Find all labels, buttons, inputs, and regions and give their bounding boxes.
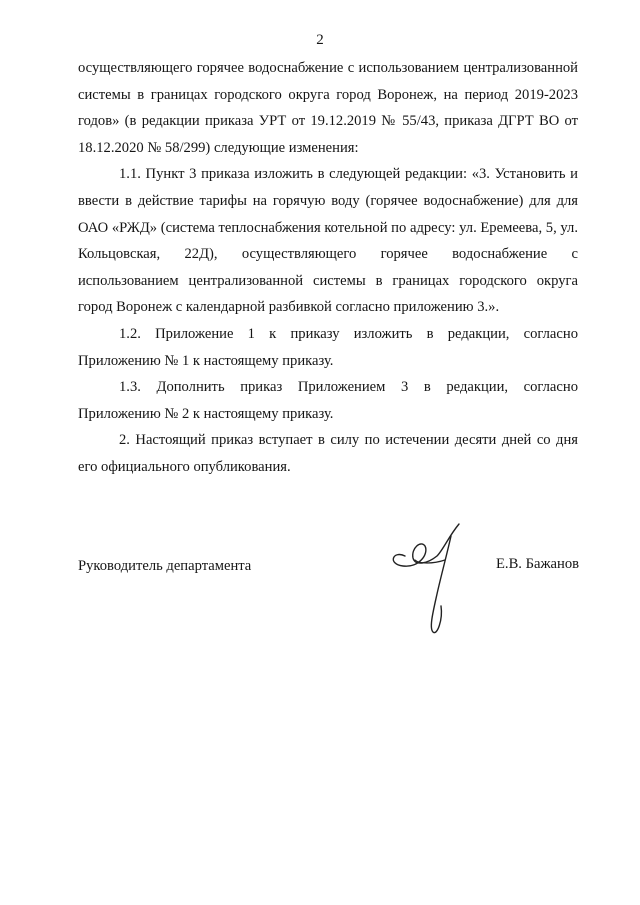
paragraph-2: 2. Настоящий приказ вступает в силу по истечении десяти дней со дня его официального опубликования. [78,432,578,475]
paragraph-continuation: осуществляющего горячее водоснабжение с использованием централизованной системы в границах городского округа город Воронеж, на период 2019-2023 годов» (в редакции приказа УРТ от 19.12.2019 № 55/43, приказа ДГРТ ВО от 18.12.2020 № 58/299) следующие изменения: [78,60,578,156]
paragraph-1-1: 1.1. Пункт 3 приказа изложить в следующей редакции: «3. Установить и ввести в действие тарифы на горячую воду (горячее водоснабжение) для для ОАО «РЖД» (система теплоснабжения котельной по адресу: ул. Еремеева, 5, ул. Кольцовская, 22Д), осуществляющего горячее водоснабжение с использованием централизованной системы в границах городского округа город Воронеж с календарной разбивкой согласно приложению 3.». [78,166,578,316]
page-number: 2 [316,32,324,48]
paragraph-1-3: 1.3. Дополнить приказ Приложением 3 в редакции, согласно Приложению № 2 к настоящему приказу. [78,379,578,422]
handwritten-signature [385,520,475,640]
paragraph-1-2: 1.2. Приложение 1 к приказу изложить в редакции, согласно Приложению № 1 к настоящему приказу. [78,325,578,369]
signature-role: Руководитель департамента [78,558,252,574]
signature-name: Е.В. Бажанов [496,556,580,572]
document-body [78,55,578,481]
